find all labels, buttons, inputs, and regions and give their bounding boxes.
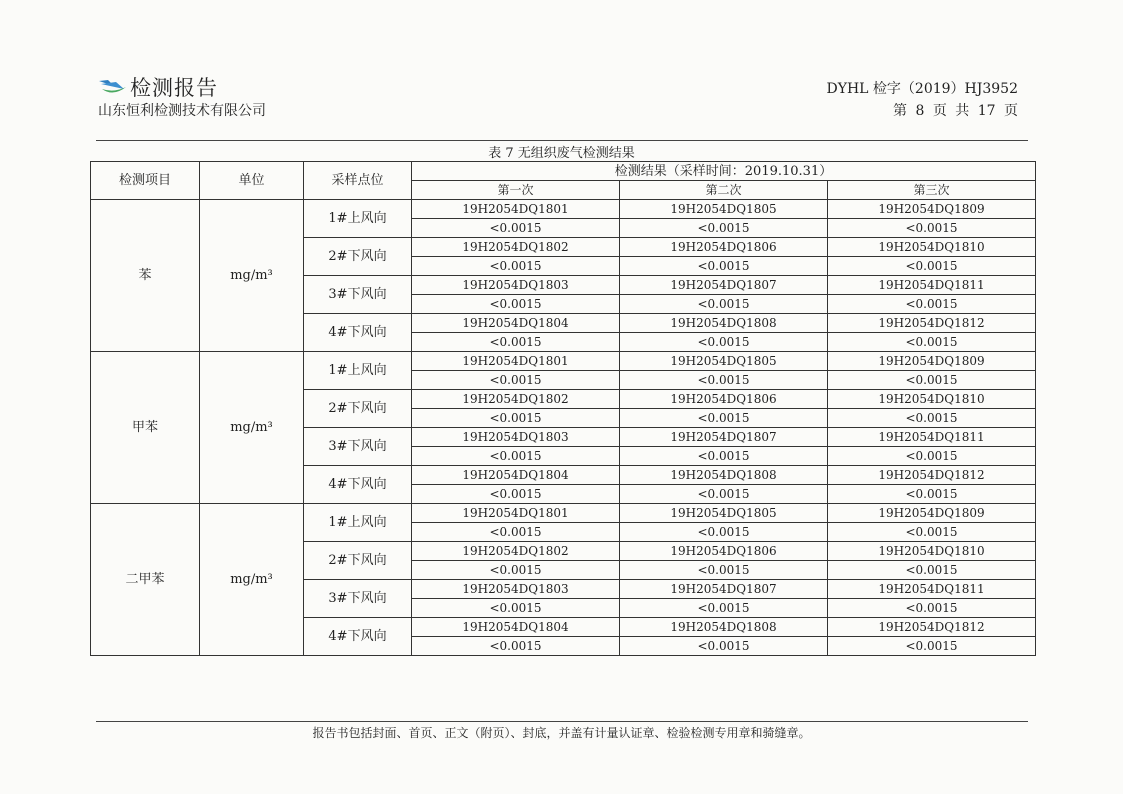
- result-value-cell: <0.0015: [412, 257, 620, 276]
- sample-id-cell: 19H2054DQ1808: [620, 314, 828, 333]
- sample-id-cell: 19H2054DQ1802: [412, 390, 620, 409]
- sample-id-cell: 19H2054DQ1804: [412, 618, 620, 637]
- header-unit: 单位: [200, 162, 304, 200]
- sample-id-cell: 19H2054DQ1809: [828, 352, 1036, 371]
- site-cell: 4#下风向: [304, 314, 412, 352]
- result-value-cell: <0.0015: [828, 219, 1036, 238]
- sample-id-cell: 19H2054DQ1801: [412, 200, 620, 219]
- site-cell: 4#下风向: [304, 618, 412, 656]
- sample-id-cell: 19H2054DQ1802: [412, 238, 620, 257]
- sample-id-cell: 19H2054DQ1801: [412, 504, 620, 523]
- company-logo-icon: [98, 77, 128, 97]
- sample-id-cell: 19H2054DQ1808: [620, 466, 828, 485]
- table-row: [91, 504, 1036, 523]
- site-cell: 4#下风向: [304, 466, 412, 504]
- sample-id-cell: 19H2054DQ1811: [828, 580, 1036, 599]
- sample-id-cell: 19H2054DQ1806: [620, 238, 828, 257]
- sample-id-cell: 19H2054DQ1807: [620, 276, 828, 295]
- sample-id-cell: 19H2054DQ1804: [412, 314, 620, 333]
- item-cell: 苯: [91, 200, 200, 352]
- result-value-cell: <0.0015: [828, 485, 1036, 504]
- result-value-cell: <0.0015: [620, 485, 828, 504]
- header-item: 检测项目: [91, 162, 200, 200]
- result-value-cell: <0.0015: [620, 599, 828, 618]
- sample-id-cell: 19H2054DQ1807: [620, 580, 828, 599]
- site-cell: 1#上风向: [304, 504, 412, 542]
- sample-id-cell: 19H2054DQ1809: [828, 504, 1036, 523]
- result-value-cell: <0.0015: [620, 561, 828, 580]
- sample-id-cell: 19H2054DQ1803: [412, 428, 620, 447]
- site-cell: 3#下风向: [304, 580, 412, 618]
- sample-id-cell: 19H2054DQ1805: [620, 504, 828, 523]
- result-value-cell: <0.0015: [412, 295, 620, 314]
- result-value-cell: <0.0015: [828, 523, 1036, 542]
- sample-id-cell: 19H2054DQ1810: [828, 542, 1036, 561]
- sample-id-cell: 19H2054DQ1801: [412, 352, 620, 371]
- sample-id-cell: 19H2054DQ1803: [412, 276, 620, 295]
- site-cell: 2#下风向: [304, 390, 412, 428]
- page-number: 第 8 页 共 17 页: [893, 103, 1018, 119]
- report-header-brand: [98, 72, 218, 102]
- result-value-cell: <0.0015: [412, 219, 620, 238]
- header-results: 检测结果（采样时间：2019.10.31）: [412, 162, 1036, 181]
- result-value-cell: <0.0015: [412, 409, 620, 428]
- unit-cell: mg/m³: [200, 200, 304, 352]
- result-value-cell: <0.0015: [620, 219, 828, 238]
- result-value-cell: <0.0015: [620, 523, 828, 542]
- sample-id-cell: 19H2054DQ1810: [828, 390, 1036, 409]
- table-caption: 表 7 无组织废气检测结果: [488, 146, 635, 161]
- result-value-cell: <0.0015: [828, 295, 1036, 314]
- site-cell: 2#下风向: [304, 542, 412, 580]
- result-value-cell: <0.0015: [412, 371, 620, 390]
- company-name: 山东恒利检测技术有限公司: [98, 103, 266, 119]
- footer-note: 报告书包括封面、首页、正文（附页）、封底，并盖有计量认证章、检验检测专用章和骑缝章。: [312, 726, 811, 740]
- result-value-cell: <0.0015: [828, 561, 1036, 580]
- report-title: 检测报告: [130, 76, 218, 100]
- result-value-cell: <0.0015: [412, 523, 620, 542]
- sample-id-cell: 19H2054DQ1804: [412, 466, 620, 485]
- result-value-cell: <0.0015: [828, 333, 1036, 352]
- result-value-cell: <0.0015: [412, 485, 620, 504]
- table-row: [91, 352, 1036, 371]
- result-value-cell: <0.0015: [620, 637, 828, 656]
- result-value-cell: <0.0015: [620, 409, 828, 428]
- sample-id-cell: 19H2054DQ1812: [828, 314, 1036, 333]
- footer-divider: [96, 721, 1028, 722]
- result-value-cell: <0.0015: [828, 257, 1036, 276]
- table-row: [91, 200, 1036, 219]
- result-value-cell: <0.0015: [828, 637, 1036, 656]
- result-value-cell: <0.0015: [828, 371, 1036, 390]
- sample-id-cell: 19H2054DQ1806: [620, 390, 828, 409]
- result-value-cell: <0.0015: [412, 561, 620, 580]
- result-value-cell: <0.0015: [412, 333, 620, 352]
- sample-id-cell: 19H2054DQ1811: [828, 428, 1036, 447]
- result-value-cell: <0.0015: [828, 447, 1036, 466]
- sample-id-cell: 19H2054DQ1812: [828, 618, 1036, 637]
- site-cell: 1#上风向: [304, 352, 412, 390]
- sample-id-cell: 19H2054DQ1806: [620, 542, 828, 561]
- header-divider: [96, 140, 1028, 141]
- sample-id-cell: 19H2054DQ1809: [828, 200, 1036, 219]
- sample-id-cell: 19H2054DQ1811: [828, 276, 1036, 295]
- results-table: [90, 161, 1036, 656]
- sample-id-cell: 19H2054DQ1808: [620, 618, 828, 637]
- unit-cell: mg/m³: [200, 504, 304, 656]
- result-value-cell: <0.0015: [620, 333, 828, 352]
- sample-id-cell: 19H2054DQ1805: [620, 352, 828, 371]
- unit-cell: mg/m³: [200, 352, 304, 504]
- sample-id-cell: 19H2054DQ1802: [412, 542, 620, 561]
- result-value-cell: <0.0015: [412, 447, 620, 466]
- site-cell: 3#下风向: [304, 276, 412, 314]
- sample-id-cell: 19H2054DQ1805: [620, 200, 828, 219]
- header-round: 第三次: [828, 181, 1036, 200]
- result-value-cell: <0.0015: [412, 599, 620, 618]
- item-cell: 甲苯: [91, 352, 200, 504]
- site-cell: 2#下风向: [304, 238, 412, 276]
- result-value-cell: <0.0015: [620, 371, 828, 390]
- header-round: 第二次: [620, 181, 828, 200]
- sample-id-cell: 19H2054DQ1812: [828, 466, 1036, 485]
- result-value-cell: <0.0015: [412, 637, 620, 656]
- site-cell: 3#下风向: [304, 428, 412, 466]
- result-value-cell: <0.0015: [828, 409, 1036, 428]
- header-round: 第一次: [412, 181, 620, 200]
- sample-id-cell: 19H2054DQ1810: [828, 238, 1036, 257]
- site-cell: 1#上风向: [304, 200, 412, 238]
- header-site: 采样点位: [304, 162, 412, 200]
- result-value-cell: <0.0015: [828, 599, 1036, 618]
- sample-id-cell: 19H2054DQ1807: [620, 428, 828, 447]
- result-value-cell: <0.0015: [620, 295, 828, 314]
- result-value-cell: <0.0015: [620, 257, 828, 276]
- result-value-cell: <0.0015: [620, 447, 828, 466]
- report-number: DYHL 检字（2019）HJ3952: [826, 81, 1018, 97]
- sample-id-cell: 19H2054DQ1803: [412, 580, 620, 599]
- table-header-row: [91, 162, 1036, 181]
- item-cell: 二甲苯: [91, 504, 200, 656]
